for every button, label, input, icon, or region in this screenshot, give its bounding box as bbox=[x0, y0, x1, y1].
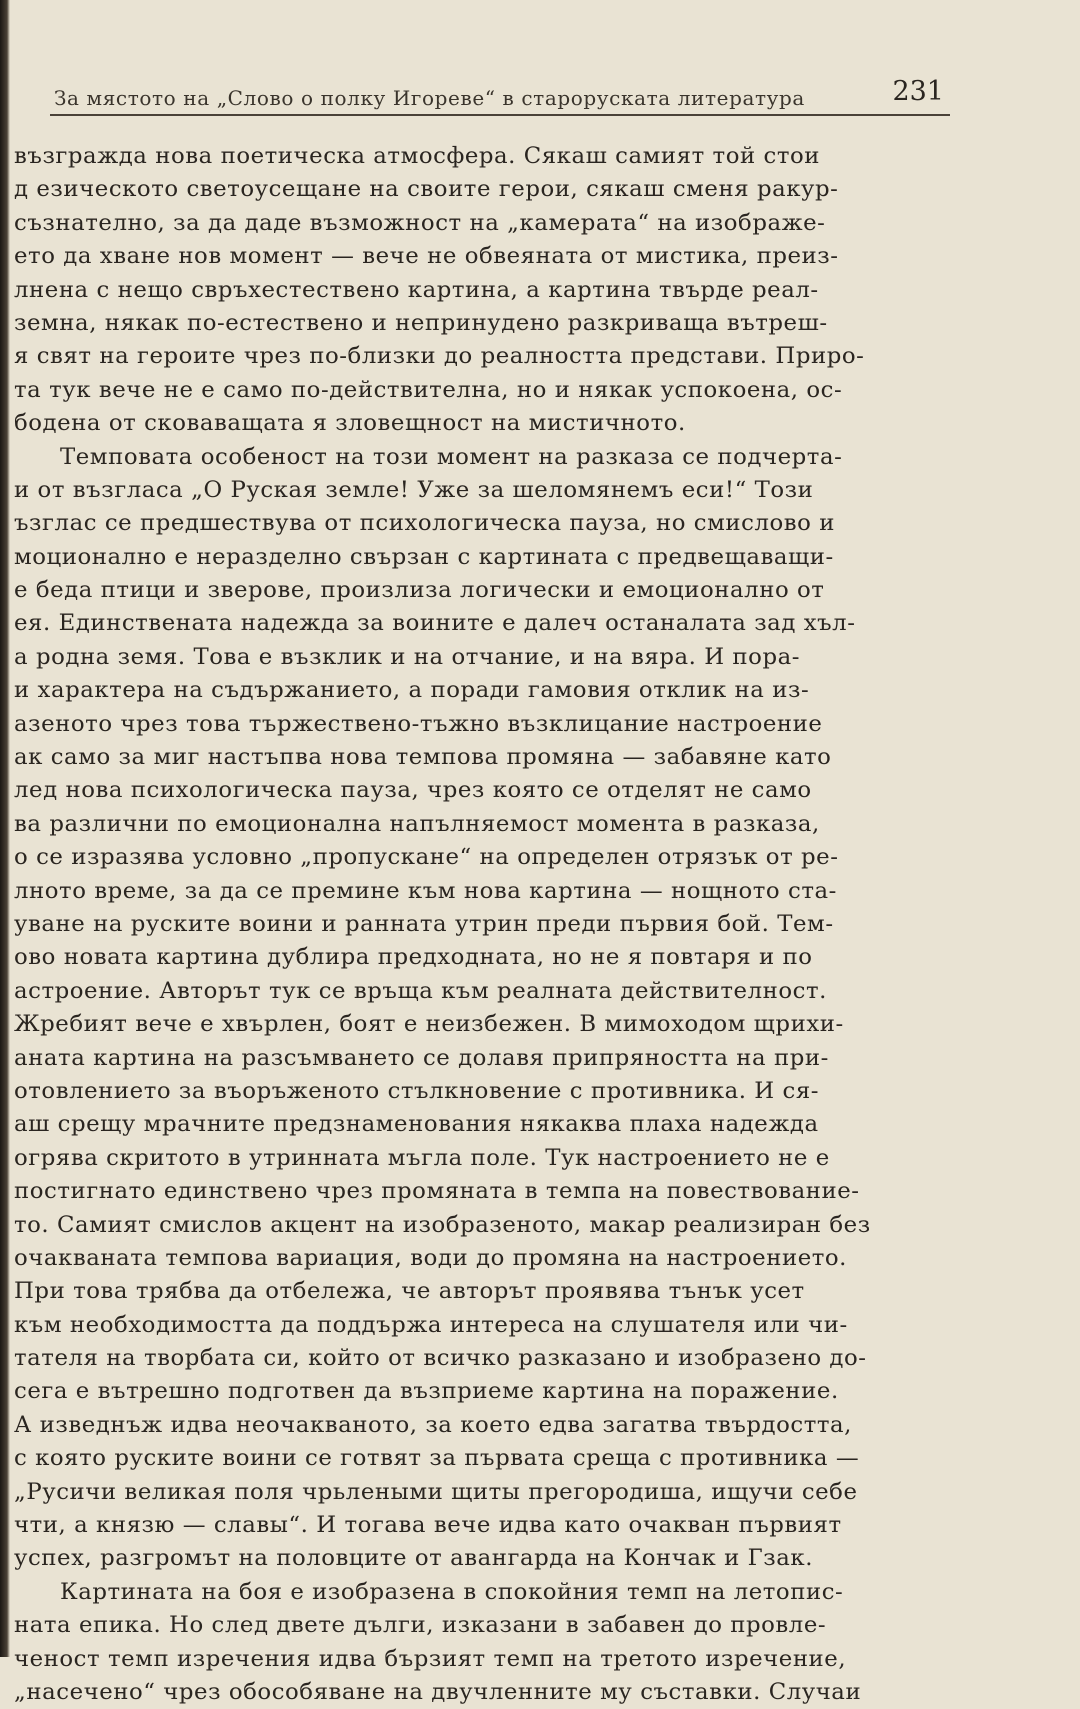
text-line: възгражда нова поетическа атмосфера. Сякаш самият той стои bbox=[14, 143, 821, 169]
text-line: та тук вече не е само по-действителна, но и някак успокоена, ос- bbox=[14, 376, 843, 403]
text-line: азеното чрез това тържествено-тъжно възклицание настроение bbox=[14, 710, 823, 737]
text-line: съзнателно, за да даде възможност на „камерата“ на изображе- bbox=[14, 209, 826, 236]
text-line: е беда птици и зверове, произлиза логически и емоционално от bbox=[14, 577, 825, 604]
text-line: уване на руските воини и ранната утрин преди първия бой. Тем- bbox=[14, 910, 834, 937]
text-line: и от възгласа „О Руская земле! Уже за шеломянемъ еси!“ Този bbox=[14, 476, 814, 503]
text-line: бодена от сковаващата я зловещност на мистичното. bbox=[14, 410, 686, 437]
page-header bbox=[50, 72, 950, 116]
text-line: постигнато единствено чрез промяната в темпа на повествование- bbox=[14, 1178, 860, 1205]
text-line: „насечено“ чрез обособяване на двучленните му съставки. Случаи bbox=[14, 1678, 862, 1705]
text-line: с която руските воини се готвят за първата среща с противника — bbox=[14, 1445, 860, 1472]
text-line: ея. Единствената надежда за воините е далеч останалата зад хъл- bbox=[14, 610, 856, 637]
text-line: Темповата особеност на този момент на разказа се подчерта- bbox=[60, 443, 843, 470]
text-line: ово новата картина дублира предходната, но не я повтаря и по bbox=[14, 944, 813, 971]
text-line: д езическото светоусещане на своите герои, сякаш сменя ракур- bbox=[14, 176, 839, 203]
header-rule bbox=[50, 114, 950, 116]
text-line: успех, разгромът на половците от авангарда на Кончак и Гзак. bbox=[14, 1545, 813, 1572]
text-line: ак само за миг настъпва нова темпова промяна — забавяне като bbox=[14, 744, 832, 771]
page-number: 231 bbox=[892, 76, 944, 107]
text-line: я свят на героите чрез по-близки до реалността представи. Приро- bbox=[14, 343, 865, 370]
text-line: о се изразява условно „пропускане“ на определен отрязък от ре- bbox=[14, 844, 839, 871]
text-line: тателя на творбата си, който от всичко разказано и изобразено до- bbox=[14, 1345, 867, 1372]
text-line: отовлението за въоръженото стълкновение с противника. И ся- bbox=[14, 1077, 820, 1104]
text-line: ченост темп изречения идва бързият темп на третото изречение, bbox=[14, 1645, 847, 1672]
text-line: и характера на съдържанието, а поради гамовия отклик на из- bbox=[14, 677, 810, 704]
text-line: а родна земя. Това е възклик и на отчание, и на вяра. И пора- bbox=[14, 643, 800, 670]
text-line: При това трябва да отбележа, че авторът проявява тънък усет bbox=[14, 1278, 805, 1305]
text-line: чти, а князю — славы“. И тогава вече идва като очакван първият bbox=[14, 1512, 842, 1539]
text-line: лното време, за да се премине към нова картина — нощното ста- bbox=[14, 877, 837, 904]
text-line: към необходимостта да поддържа интереса на слушателя или чи- bbox=[14, 1311, 848, 1338]
text-line: лед нова психологическа пауза, чрез която се отделят не само bbox=[14, 777, 812, 804]
text-line: моционално е неразделно свързан с картината с предвещаващи- bbox=[14, 543, 834, 570]
text-line: ната епика. Но след двете дълги, изказани в забавен до провле- bbox=[14, 1612, 827, 1639]
text-line: лнена с нещо свръхестествено картина, а картина твърде реал- bbox=[14, 276, 819, 303]
text-line: Жребият вече е хвърлен, боят е неизбежен. В мимоходом щрихи- bbox=[14, 1011, 844, 1038]
body-text bbox=[14, 140, 982, 1709]
text-line: очакваната темпова вариация, води до промяна на настроението. bbox=[14, 1244, 847, 1271]
text-line: ъзглас се предшествува от психологическа пауза, но смислово и bbox=[14, 510, 835, 537]
text-line: ва различни по емоционална напълняемост момента в разказа, bbox=[14, 810, 820, 837]
text-line: „Русичи великая поля чрьлеными щиты прегородиша, ищучи себе bbox=[14, 1478, 858, 1505]
text-line: астроение. Авторът тук се връща към реалната действителност. bbox=[14, 977, 827, 1004]
text-line: то. Самият смислов акцент на изобразеното, макар реализиран без bbox=[14, 1211, 871, 1238]
text-line: ето да хване нов момент — вече не обвеяната от мистика, преиз- bbox=[14, 243, 839, 270]
text-line: А изведнъж идва неочакваното, за което едва загатва твърдостта, bbox=[14, 1411, 852, 1438]
text-line: земна, някак по-естествено и непринудено разкриваща вътреш- bbox=[14, 309, 828, 336]
text-line: Картината на боя е изобразена в спокойния темп на летопис- bbox=[60, 1578, 844, 1605]
text-line: аш срещу мрачните предзнаменования някаква плаха надежда bbox=[14, 1111, 819, 1138]
text-line: аната картина на разсъмването се долавя припряността на при- bbox=[14, 1044, 829, 1071]
text-line: сега е вътрешно подготвен да възприеме картина на поражение. bbox=[14, 1378, 839, 1405]
running-title: За мястото на „Слово о полку Игореве“ в староруската литература bbox=[54, 86, 805, 110]
text-line: огрява скритото в утринната мъгла поле. Тук настроението не е bbox=[14, 1144, 830, 1171]
